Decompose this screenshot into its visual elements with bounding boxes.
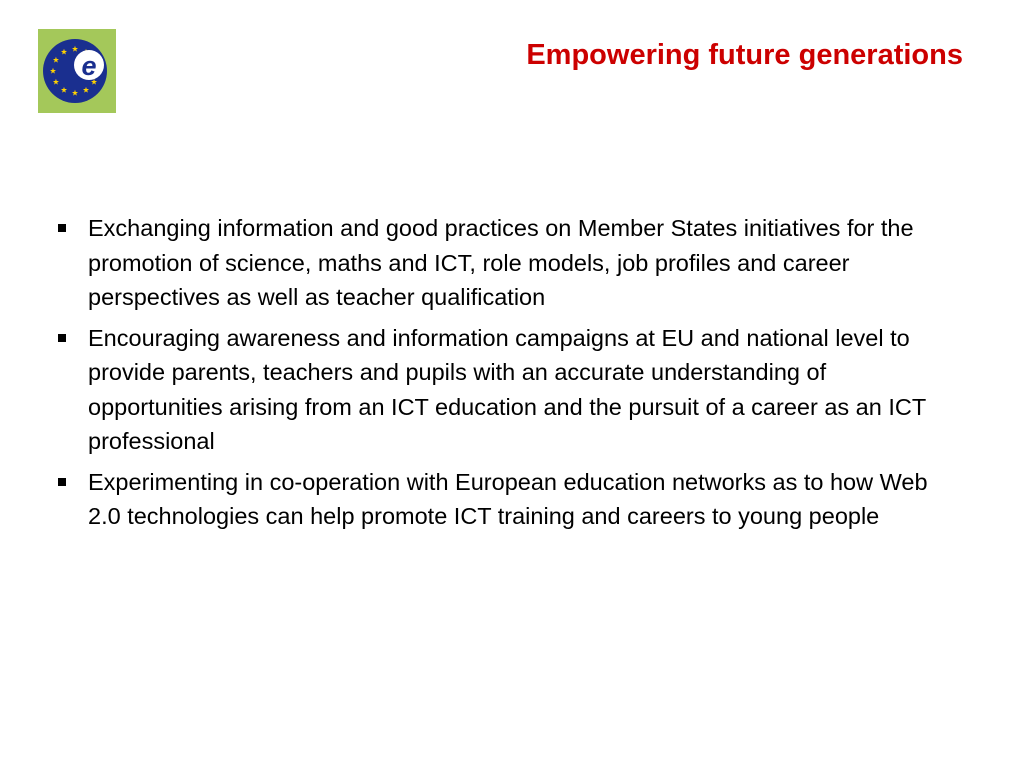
square-bullet-icon (58, 224, 66, 232)
bullet-text: Experimenting in co-operation with European education networks as to how Web 2.0 technologies can help promote ICT training and careers to young people (88, 468, 928, 529)
logo-graphic (38, 29, 116, 113)
bullet-item (52, 465, 962, 534)
bullet-item (52, 211, 962, 315)
logo-letter: e (81, 51, 97, 81)
e-skills-logo-icon (38, 29, 116, 113)
bullet-text: Encouraging awareness and information campaigns at EU and national level to provide parents, teachers and pupils with an accurate understanding of opportunities arising from an ICT education and the pursuit of a career as an ICT professional (88, 324, 926, 454)
bullet-item (52, 321, 962, 459)
square-bullet-icon (58, 334, 66, 342)
square-bullet-icon (58, 478, 66, 486)
slide-title: Empowering future generations (526, 39, 963, 71)
bullet-list (52, 211, 962, 540)
bullet-text: Exchanging information and good practices on Member States initiatives for the promotion of science, maths and ICT, role models, job profiles and career perspectives as well as teacher qualification (88, 215, 914, 310)
